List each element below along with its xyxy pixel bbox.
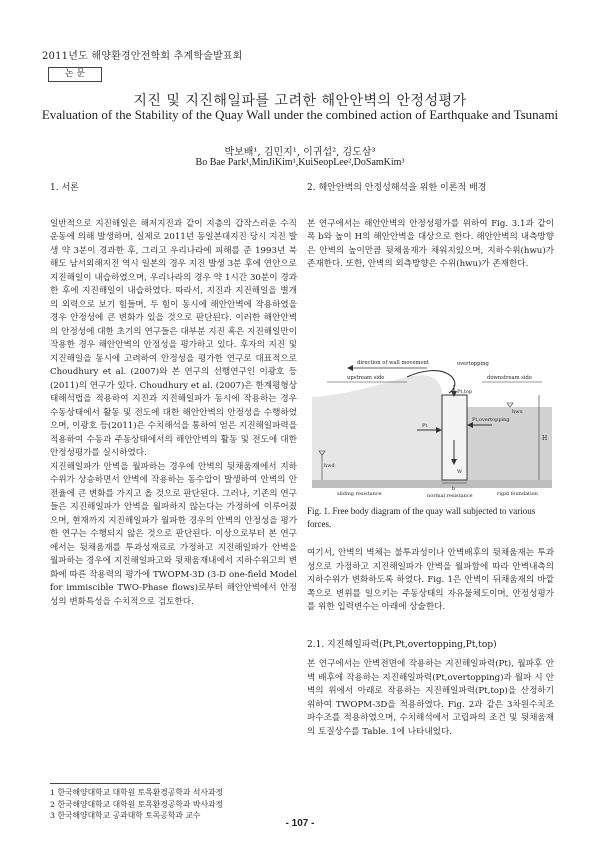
title-korean: 지진 및 지진해일파를 고려한 해안안벽의 안정성평가: [133, 93, 467, 109]
intro-paragraph-2: 지진해일파가 안벽을 월파하는 경우에 안벽의 뒷채움재에서 지하수위가 상승하면서 안벽에 작용하는 동수압이 발생하여 안벽의 안전율에 큰 변화를 가지고 올 것으로 판단된다. 그러나, 기존의 연구들은 지진해일파가 안벽을 월파하지 않는다는 가정하에 이루어졌으며, 현재까지 지진해일파가 월파한 경우의 안벽의 안정성을 평가한 연구는 수행되지 않은 것으로 판단된다. 이상으로부터 본 연구에서는 뒷채움재를 투과성재료로 가정하고 지진해일파가 안벽을 월파하는 경우에 지진해일파고와 뒷채움재내에서 지하수위고의 변화에 따른 작용력의 평가에 TWOPM-3D (3-D one-field Model for immiscible TWO-Phase flows)로부터 해안안벽에서 안정성의 변화특성을 수치적으로 검토한다.: [50, 461, 297, 607]
theory-paragraph-3: 본 연구에서는 안벽전면에 작용하는 지진해일파력(Pt), 월파후 안벽 배후에 작용하는 지진해일파력(Pt,overtopping)과 월파 시 안벽의 위에서 아래로 작용하는 지진해일파력(Pt,top)을 산정하기 위하여 TWOPM-3D을 적용하였다. Fig. 2과 같은 3차원수치조파수조를 적용하였으며, 수치해석에서 고립파의 조건 및 뒷채움재의 토질상수를 Table. 1에 나타내었다.: [307, 659, 554, 737]
subsection-heading-2-1: 2.1. 지진해일파력(Pt,Pt,overtopping,Pt,top): [307, 640, 497, 650]
authors-english: Bo Bae Park¹,MinJiKim¹,KuiSeopLee²,DoSamKim³: [195, 157, 405, 168]
footnote-2: 2 한국해양대학교 대학원 토목환경공학과 박사과정: [50, 799, 224, 809]
footnotes: [50, 787, 295, 822]
paper-type-badge: 논 문: [48, 67, 102, 82]
figure-label-sliding: sliding resistance: [337, 491, 382, 497]
intro-paragraph-1: 일반적으로 지진해일은 해저지진과 같이 지층의 갑작스러운 수직운동에 의해 발생하며, 실제로 2011년 동일본대지진 당시 지진 발생 약 3분이 경과한 후, 그리고 우리나라에 피해를 준 1993년 북해도 남서외해지진 역시 일본의 경우 지진 발생 3분 후에 연안으로 지진해일이 내습하였으며, 우리나라의 경우 약 1시간 30분이 경과한 후에 지진해일이 내습하였다. 따라서, 지진과 지진해일을 별개의 외력으로 보기 힘들며, 두 힘이 동시에 해안안벽에 작용하였을 경우 안정성에 큰 변화가 있을 것으로 판단된다. 이러한 해안안벽의 안정성에 대한 초기의 연구들은 대부분 지진 혹은 지진해일만이 작용한 경우 해안안벽의 안정성을 평가하고 있다. 후자의 지진 및 지진해일을 동시에 고려하여 안정성을 평가한 연구로 대표적으로 Choudhury et al. (2007)와 본 연구의 선행연구인 이광호 등(2011)의 연구가 있다. Choudhury et al. (2007)은 한계평형상태해석법을 적용하여 지진과 지진해일파가 동시에 작용하는 경우 수동상태에서 활동 및 전도에 대한 해안안벽의 안정성을 수행하였으며, 이광호 등(2011)은 수치해석을 통하여 얻은 지진해일파력을 적용하여 수동과 주동상태에서의 해안안벽의 활동 및 전도에 대한 안정성평가를 실시하였다.: [50, 218, 297, 458]
quay-wall-figure: [307, 355, 557, 500]
section-heading-theory: 2. 해안안벽의 안정성해석을 위한 이론적 배경: [307, 183, 487, 193]
title-english: Evaluation of the Stability of the Quay Wall under the combined action of Earthquake and Tsunami: [41, 107, 559, 122]
section-heading-intro: 1. 서론: [50, 183, 79, 193]
conference-header: 2011년도 해양환경안전학회 추계학술발표회: [42, 51, 243, 62]
figure-label-hwd: hwd: [324, 463, 335, 469]
theory-paragraph-2: 여기서, 안벽의 벽체는 불투과성이나 안벽배후의 뒷채움재는 투과성으로 가정하고 지진해일파가 안벽을 월파함에 따라 안벽내측의 지하수위가 변화하도록 하였다. Fig. 1은 안벽이 뒤채움재의 바깥쪽으로 변위를 일으키는 주동상태의 자유물체도이며, 안정성평가를 위한 입력변수는 아래에 상술한다.: [307, 548, 554, 612]
theory-paragraph-1: 본 연구에서는 해안안벽의 안정성평가를 위하여 Fig. 3.1과 같이 폭 b와 높이 H의 해안안벽을 대상으로 한다. 해안안벽의 내측방향은 안벽의 높이만큼 뒷채움재가 채워지있으며, 지하수위(hwu)가 존재한다. 또한, 안벽의 외측방향은 수위(hwu)가 존재한다.: [307, 218, 554, 269]
footnote-1: 1 한국해양대학교 대학원 토목환경공학과 석사과정: [50, 788, 224, 797]
page-number: - 107 -: [285, 818, 315, 829]
figure-label-W: W: [457, 469, 463, 475]
authors-korean: 박보배¹, 김민지¹, 이귀섭², 김도삼³: [224, 147, 376, 158]
figure-label-H: H: [542, 435, 548, 442]
figure-label-hwu: hwu: [512, 409, 523, 415]
figure-label-upstream: upstream side: [347, 375, 385, 381]
figure-label-b: b: [452, 486, 456, 492]
footnote-3: 3 한국해양대학교 공과대학 토목공학과 교수: [50, 811, 201, 820]
figure-label-overtopping: overtopping: [457, 361, 489, 367]
figure-label-pt-top: Pt,top: [457, 389, 473, 395]
figure-label-pt: Pt: [422, 423, 428, 429]
left-column: [50, 182, 297, 609]
figure-label-normal: normal resistance: [427, 493, 473, 499]
footnote-rule: [50, 783, 160, 784]
figure-label-direction: direction of wall movement: [357, 360, 429, 366]
figure-label-pt-overtopping: Pt,overtopping: [472, 417, 510, 423]
figure-label-downstream: downstream side: [487, 375, 532, 381]
figure-caption: Fig. 1. Free body diagram of the quay wall subjected to various forces.: [307, 506, 536, 529]
right-column: [307, 182, 554, 272]
figure-label-rigid: rigid foundation: [497, 491, 538, 497]
